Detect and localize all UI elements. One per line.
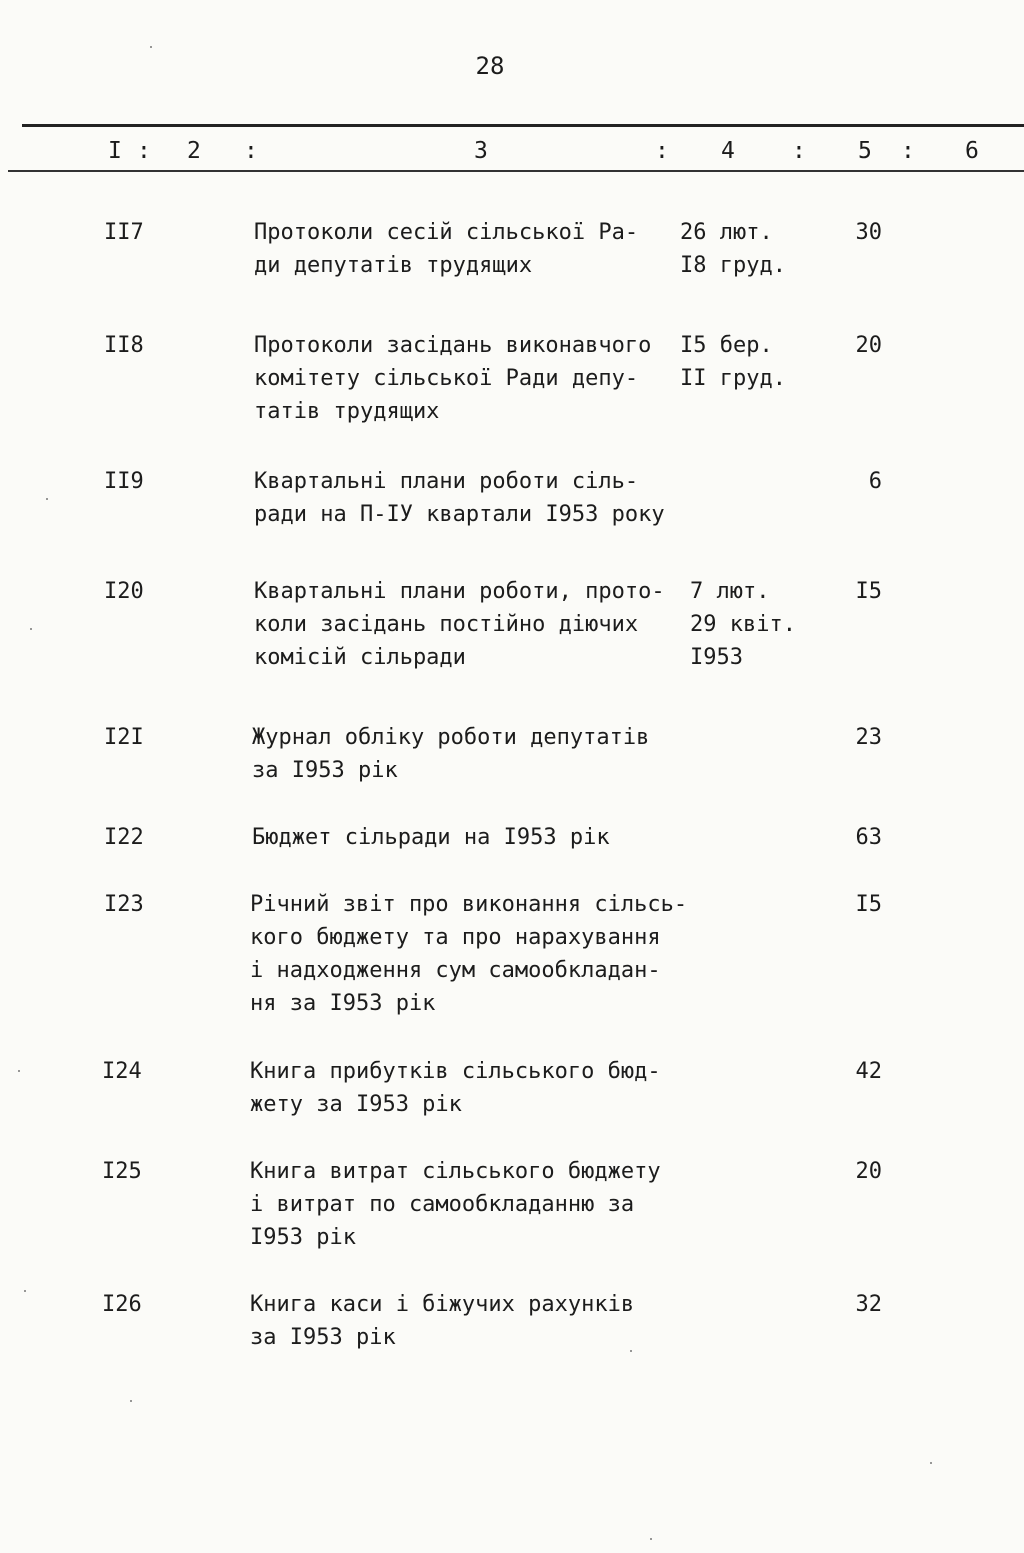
- entry-dates: I5 бер. II груд.: [680, 333, 786, 391]
- entry-title: Квартальні плани роботи, прото- коли засідань постійно діючих комісій сільради: [254, 579, 665, 670]
- header-separator: :: [655, 138, 669, 164]
- entry-number: I2I: [104, 725, 144, 750]
- entry-sheet-count: 32: [855, 1292, 882, 1317]
- entry-number: I24: [102, 1059, 142, 1084]
- scan-speck: [24, 1290, 26, 1292]
- header-col-6: 6: [965, 138, 979, 164]
- header-separator: :: [792, 138, 806, 164]
- entry-sheet-count: 63: [855, 825, 882, 850]
- scan-speck: [130, 1400, 132, 1402]
- header-col-4: 4: [721, 138, 735, 164]
- scan-speck: [150, 46, 152, 48]
- entry-number: I20: [104, 579, 144, 604]
- entry-title: Книга витрат сільського бюджету і витрат по самообкладанню за I953 рік: [250, 1159, 661, 1250]
- entry-title: Книга прибутків сільського бюд- жету за I953 рік: [250, 1059, 661, 1117]
- entry-sheet-count: 30: [855, 220, 882, 245]
- entry-sheet-count: I5: [855, 892, 882, 917]
- entry-title: Протоколи сесій сільської Ра- ди депутатів трудящих: [254, 220, 639, 278]
- entry-number: II8: [104, 333, 144, 358]
- entry-number: II7: [104, 220, 144, 245]
- scan-speck: [46, 498, 48, 500]
- entry-sheet-count: 6: [868, 469, 882, 494]
- scan-speck: [630, 1350, 632, 1352]
- entry-number: I25: [102, 1159, 142, 1184]
- scan-speck: [18, 1070, 20, 1072]
- header-separator: :: [137, 138, 151, 164]
- entry-dates: 26 лют. I8 груд.: [680, 220, 786, 278]
- entry-dates: 7 лют. 29 квіт. I953: [690, 579, 796, 670]
- entry-sheet-count: 42: [855, 1059, 882, 1084]
- header-top-rule: [22, 124, 1024, 127]
- header-col-3: 3: [474, 138, 488, 164]
- column-header-row: [0, 138, 1024, 168]
- entry-sheet-count: I5: [855, 579, 882, 604]
- scan-speck: [930, 1462, 932, 1464]
- entry-number: I22: [104, 825, 144, 850]
- entry-title: Річний звіт про виконання сільсь- кого бюджету та про нарахування і надходження сум самообкладан- ня за I953 рік: [250, 892, 688, 1016]
- entry-sheet-count: 20: [855, 1159, 882, 1184]
- entry-number: I26: [102, 1292, 142, 1317]
- entry-title: Журнал обліку роботи депутатів за I953 рік: [252, 725, 650, 783]
- entry-sheet-count: 20: [855, 333, 882, 358]
- header-col-2: 2: [187, 138, 201, 164]
- header-col-1: I: [108, 138, 122, 164]
- entry-title: Квартальні плани роботи сіль- ради на П-ІУ квартали I953 року: [254, 469, 665, 527]
- scan-speck: [650, 1538, 652, 1540]
- entry-sheet-count: 23: [855, 725, 882, 750]
- page-number: 28: [475, 52, 505, 80]
- header-bottom-rule: [8, 170, 1024, 172]
- header-separator: :: [244, 138, 258, 164]
- entry-title: Книга каси і біжучих рахунків за I953 рік: [250, 1292, 635, 1350]
- scan-speck: [30, 628, 32, 630]
- entry-number: I23: [104, 892, 144, 917]
- header-separator: :: [901, 138, 915, 164]
- entry-number: II9: [104, 469, 144, 494]
- header-col-5: 5: [858, 138, 872, 164]
- entry-title: Бюджет сільради на I953 рік: [252, 825, 610, 850]
- entry-title: Протоколи засідань виконавчого комітету сільської Ради депу- татів трудящих: [254, 333, 652, 424]
